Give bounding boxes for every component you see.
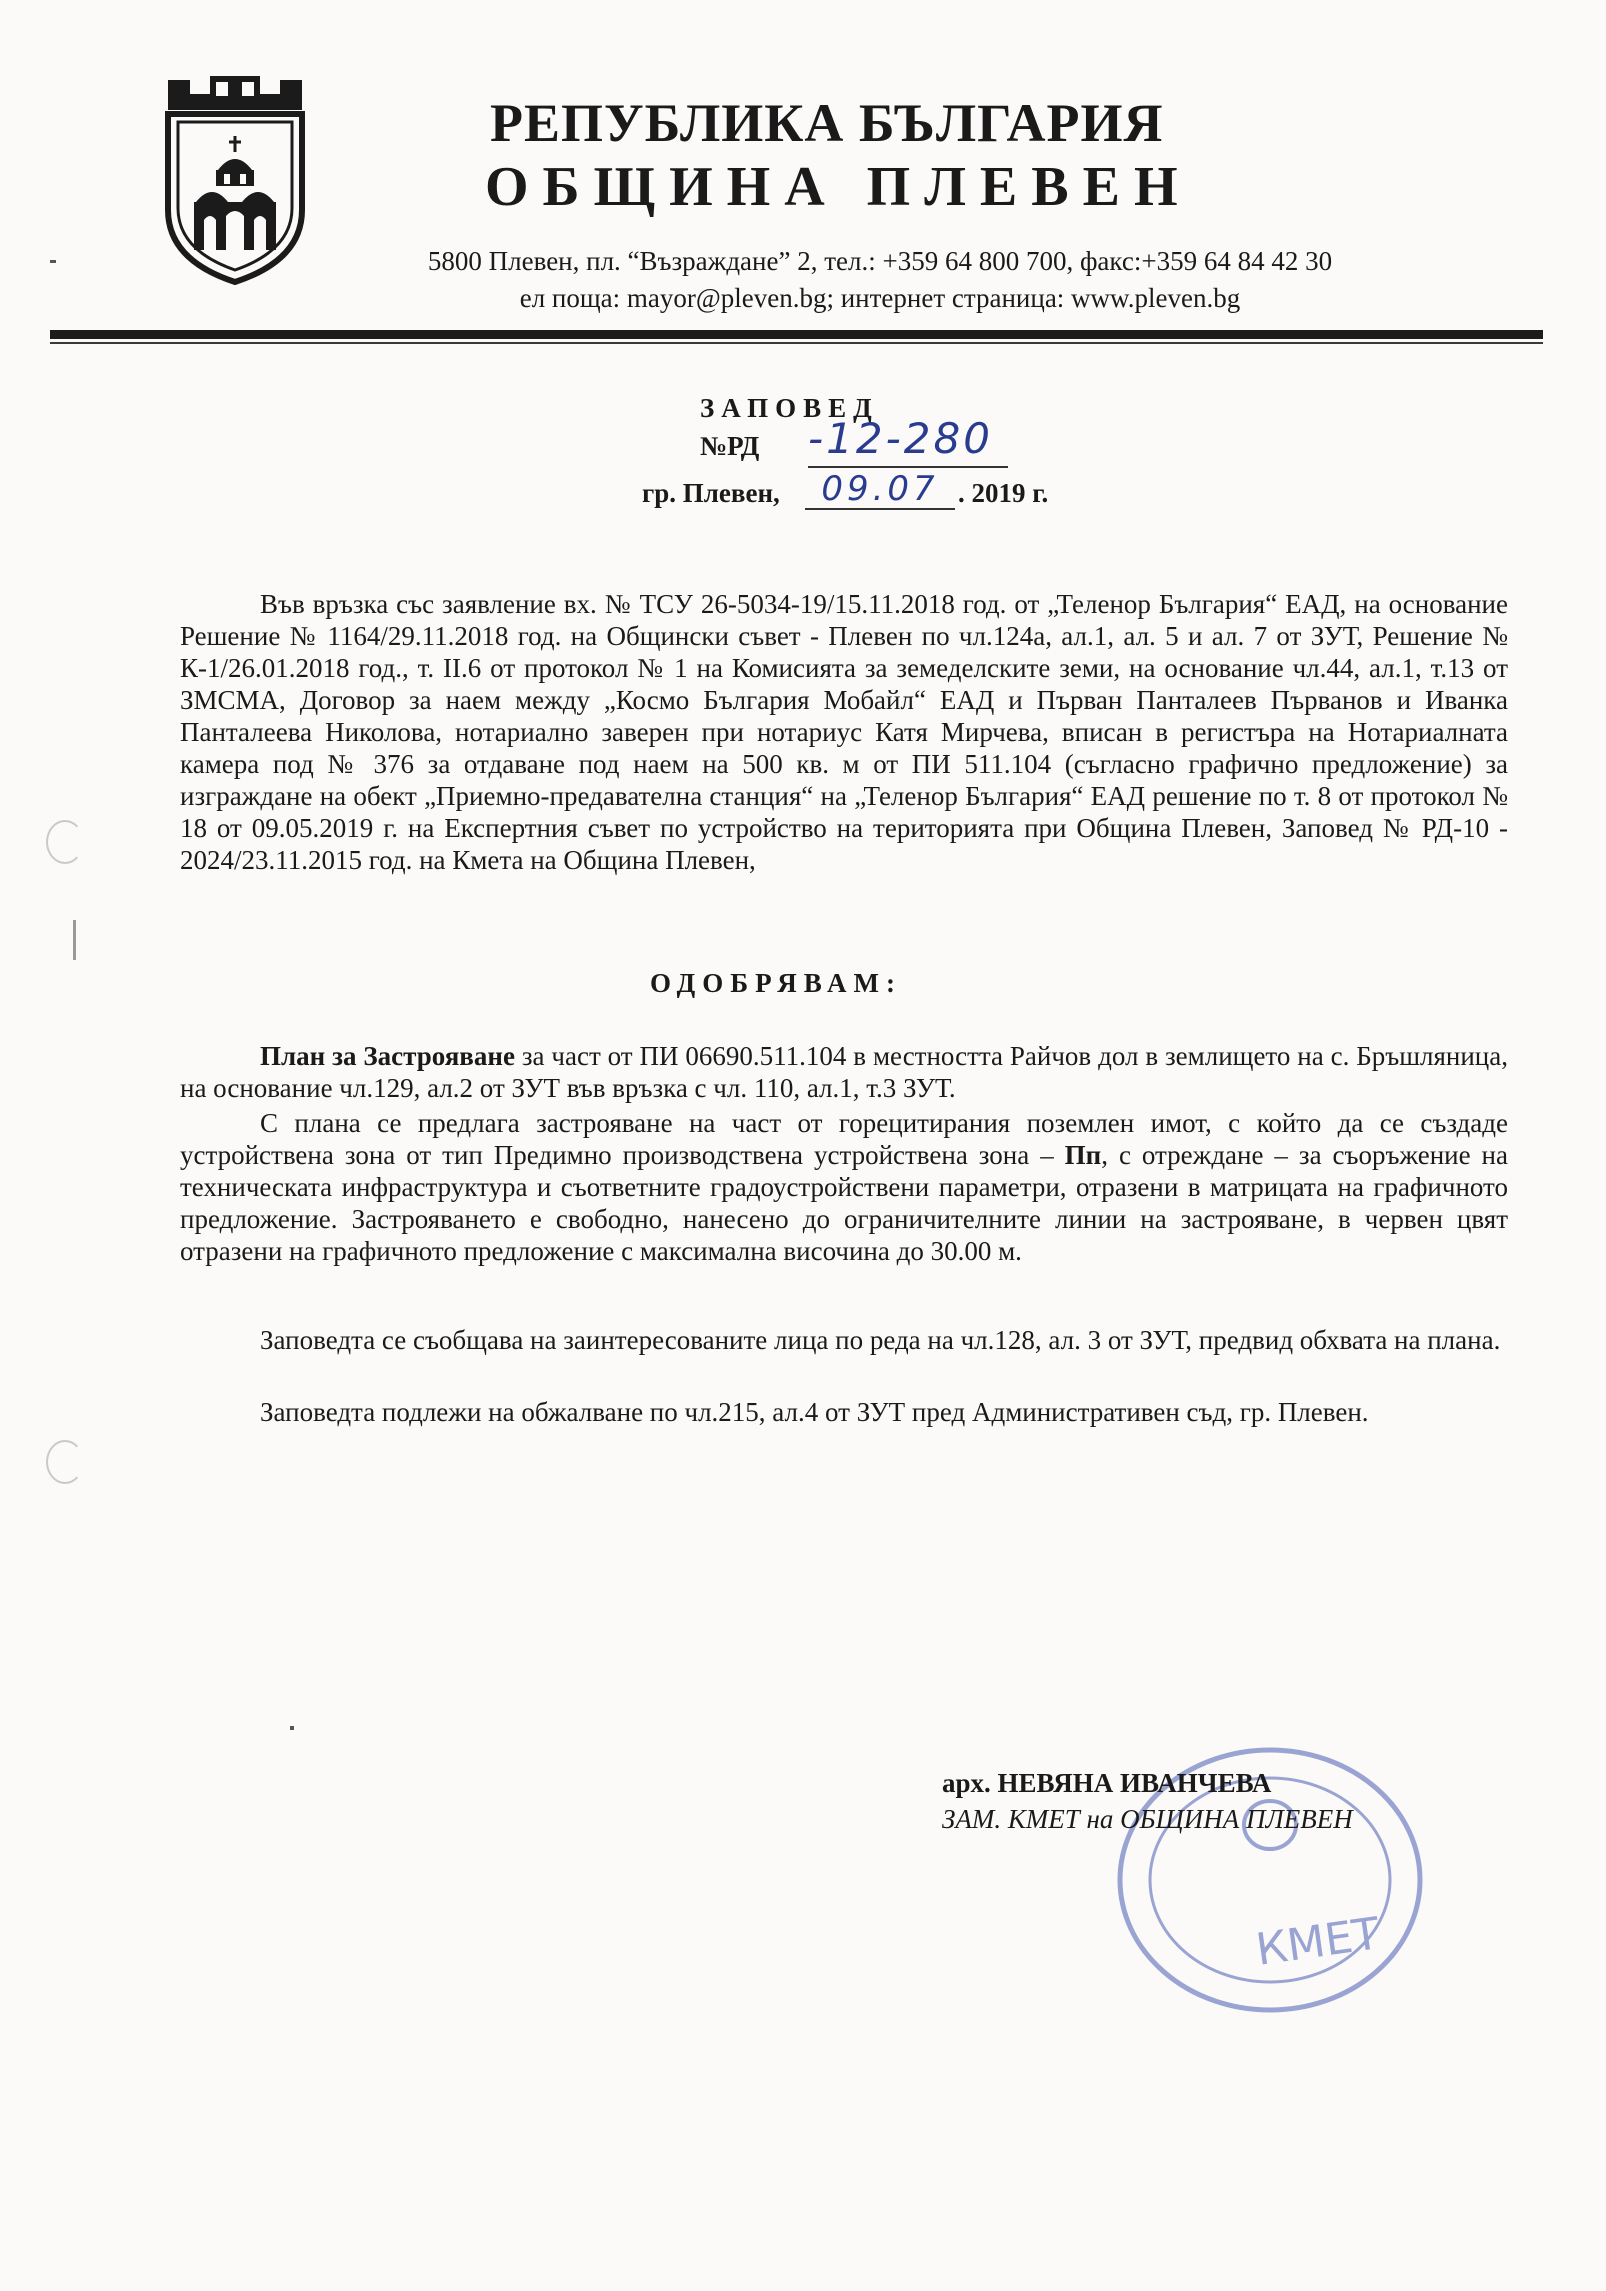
- stamp-label: КМЕТ: [1252, 1908, 1383, 1976]
- municipal-stamp-icon: [1080, 1720, 1500, 2020]
- letterhead-country: РЕПУБЛИКА БЪЛГАРИЯ: [490, 93, 1164, 153]
- punch-hole: [46, 820, 84, 864]
- letterhead-divider: [50, 330, 1543, 339]
- zoning-text-b: , с отреждане – за съоръжение на техническата инфраструктура и съответните градоустройствени параметри, отразени в матрицата на графичното предложение. Застрояването е свободно, нанесено до ограничителните линии на застрояване, в червен цвят отразени на графичното предложение с максимална височина до 30.00 м.: [180, 1140, 1508, 1266]
- punch-hole: [46, 1440, 84, 1484]
- letterhead-address: 5800 Плевен, пл. “Възраждане” 2, тел.: +359 64 800 700, факс:+359 64 84 42 30: [427, 246, 1333, 276]
- approve-heading: ОДОБРЯВАМ:: [650, 968, 903, 998]
- scan-mark: [290, 1726, 294, 1730]
- plan-title: План за Застрояване: [260, 1041, 515, 1071]
- letterhead-divider-thin: [50, 342, 1543, 344]
- scan-mark: [50, 260, 56, 263]
- plan-paragraph: [180, 1040, 1508, 1104]
- letterhead-contact: ел поща: mayor@pleven.bg; интернет страница: www.pleven.bg: [519, 283, 1241, 313]
- order-title: ЗАПОВЕД: [700, 393, 879, 423]
- notice-paragraph: Заповедта се съобщава на заинтересованите лица по реда на чл.128, ал. 3 от ЗУТ, предвид обхвата на плана.: [260, 1325, 1501, 1355]
- order-year: . 2019 г.: [958, 478, 1049, 508]
- appeal-paragraph: Заповедта подлежи на обжалване по чл.215, ал.4 от ЗУТ пред Административен съд, гр. Плевен.: [260, 1397, 1369, 1427]
- order-number-prefix: №РД: [700, 431, 760, 461]
- signatory-title: ЗАМ. КМЕТ на ОБЩИНА ПЛЕВЕН: [942, 1804, 1353, 1834]
- order-number-handwritten: -12-280: [808, 412, 1008, 468]
- plan-text: за част от ПИ 06690.511.104 в местността Райчов дол в землището на с. Бръшляница, на основание чл.129, ал.2 от ЗУТ във връзка с чл. 110, ал.1, т.3 ЗУТ.: [180, 1041, 1508, 1103]
- zoning-text-a: С плана се предлага застрояване на част от горецитирания поземлен имот, с който да се създаде устройствена зона от тип Предимно производствена устройствена зона –: [180, 1108, 1508, 1170]
- pleven-coat-of-arms-icon: [160, 70, 310, 285]
- order-date-handwritten: 09.07: [805, 470, 955, 510]
- order-city: гр. Плевен,: [642, 478, 780, 508]
- zoning-code: Пп: [1064, 1140, 1102, 1170]
- intro-paragraph: Във връзка със заявление вх. № ТСУ 26-5034-19/15.11.2018 год. от „Теленор България“ ЕАД, на основание Решение № 1164/29.11.2018 год. на Общински съвет - Плевен по чл.124а, ал.1, ал. 5 и ал. 7 от ЗУТ, Решение № К-1/26.01.2018 год., т. II.6 от протокол № 1 на Комисията за земеделските земи, на основание чл.44, ал.1, т.13 от ЗМСМА, Договор за наем между „Космо България Мобайл“ ЕАД и Първан Панталеев Първанов и Иванка Панталеева Николова, нотариално заверен при нотариус Катя Мирчева, вписан в регистъра на Нотариалната камера под № 376 за отдаване под наем на 500 кв. м от ПИ 511.104 (съгласно графично предложение) за изграждане на обект „Приемно-предавателна станция“ на „Теленор България“ ЕАД решение по т. 8 от протокол № 18 от 09.05.2019 г. на Експертния съвет по устройство на територията при Община Плевен, Заповед № РД-10 - 2024/23.11.2015 год. на Кмета на Община Плевен,: [180, 589, 1508, 875]
- zoning-paragraph: [180, 1107, 1508, 1267]
- signatory-name: арх. НЕВЯНА ИВАНЧЕВА: [942, 1768, 1272, 1798]
- scan-mark: [73, 920, 76, 960]
- letterhead-municipality: ОБЩИНА ПЛЕВЕН: [485, 156, 1192, 218]
